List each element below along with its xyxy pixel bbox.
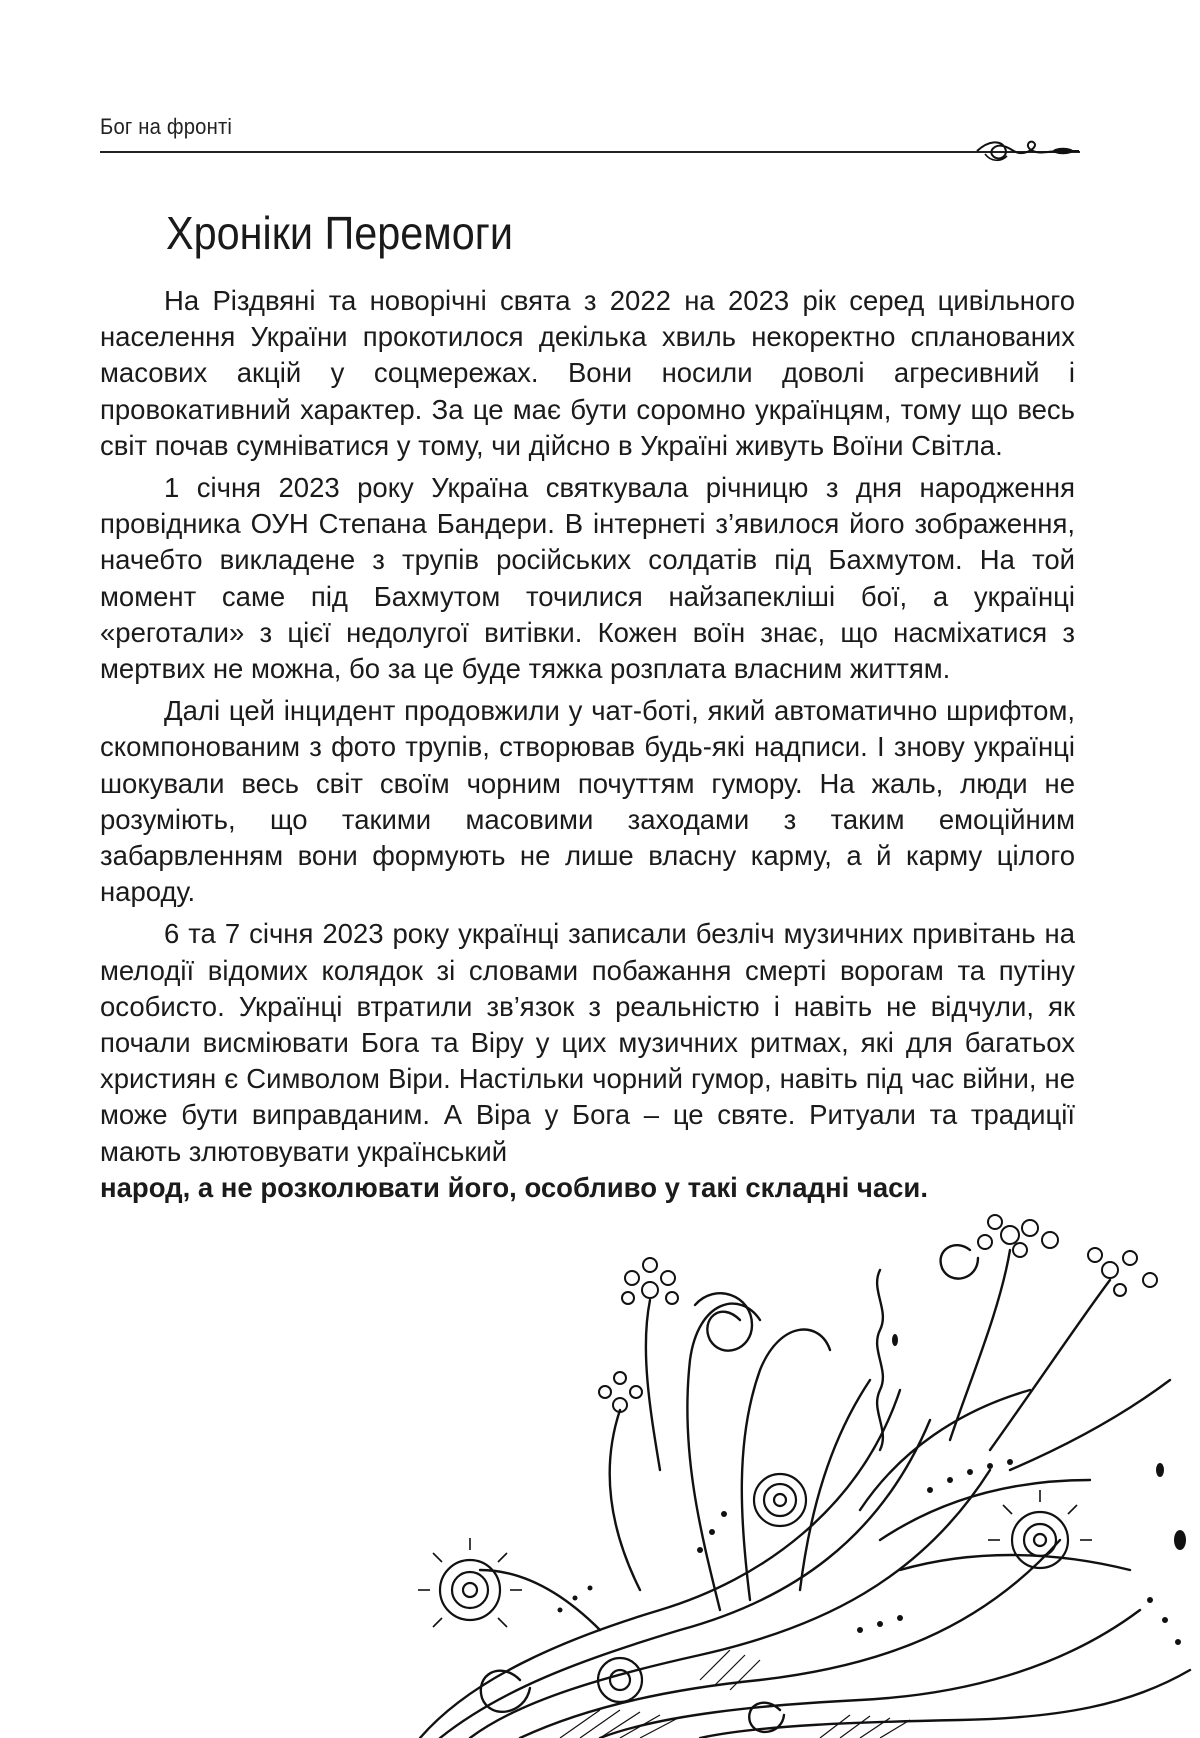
paragraph: Далі цей інцидент продовжили у чат-боті, який автоматично шрифтом, скомпонованим з фото трупів, створював будь-які надписи. І знову українці шокували весь світ своїм чорним почуттям гумору. На жаль, люди не розуміють, що такими масовими заходами з таким емоційним забарвленням вони формують не лише власну карму, а й карму цілого народу.: [100, 695, 1075, 908]
closing-line: народ, а не розколювати його, особливо у такі складні часи.: [100, 1171, 928, 1203]
header-rule: [100, 151, 1080, 153]
paragraph: [100, 916, 1075, 1206]
page-title: Хроніки Перемоги: [166, 207, 514, 259]
paragraph-text: 6 та 7 січня 2023 року українці записали безліч музичних привітань на мелодії відомих колядок зі словами побажання смерті ворогам та путіну особисто. Українці втратили зв’язок з реальністю і навіть не відчули, як почали висміювати Бога та Віру у цих музичних ритмах, які для багатьох християн є Символом Віри. Настільки чорний гумор, навіть під час війни, не може бути виправданим. А Віра у Бога – це святе. Ритуали та традиції мають злютовувати український: [100, 918, 1075, 1167]
paragraph: 1 січня 2023 року Україна святкувала річницю з дня народження провідника ОУН Степана Бандери. В інтернеті з’явилося його зображення, начебто викладене з трупів російських солдатів під Бахмутом. На той момент саме під Бахмутом точилися найзапекліші бої, а українці «реготали» з цієї недолугої витівки. Кожен воїн знає, що насміхатися з мертвих не можна, бо за це буде тяжка розплата власним життям.: [100, 472, 1075, 685]
paragraph: На Різдвяні та новорічні свята з 2022 на 2023 рік серед цивільного населення України прокотилося декілька хвиль некоректно спланованих масових акцій у соцмережах. Вони носили доволі агресивний і провокативний характер. За це має бути соромно українцям, тому що весь світ почав сумніватися у тому, чи дійсно в Україні живуть Воїни Світла.: [100, 285, 1075, 461]
article-body: [100, 283, 1075, 1206]
floral-ornament-illustration: [0, 1210, 1200, 1738]
running-header-title: Бог на фронті: [100, 114, 233, 139]
flourish-ornament-icon: [975, 134, 1080, 168]
